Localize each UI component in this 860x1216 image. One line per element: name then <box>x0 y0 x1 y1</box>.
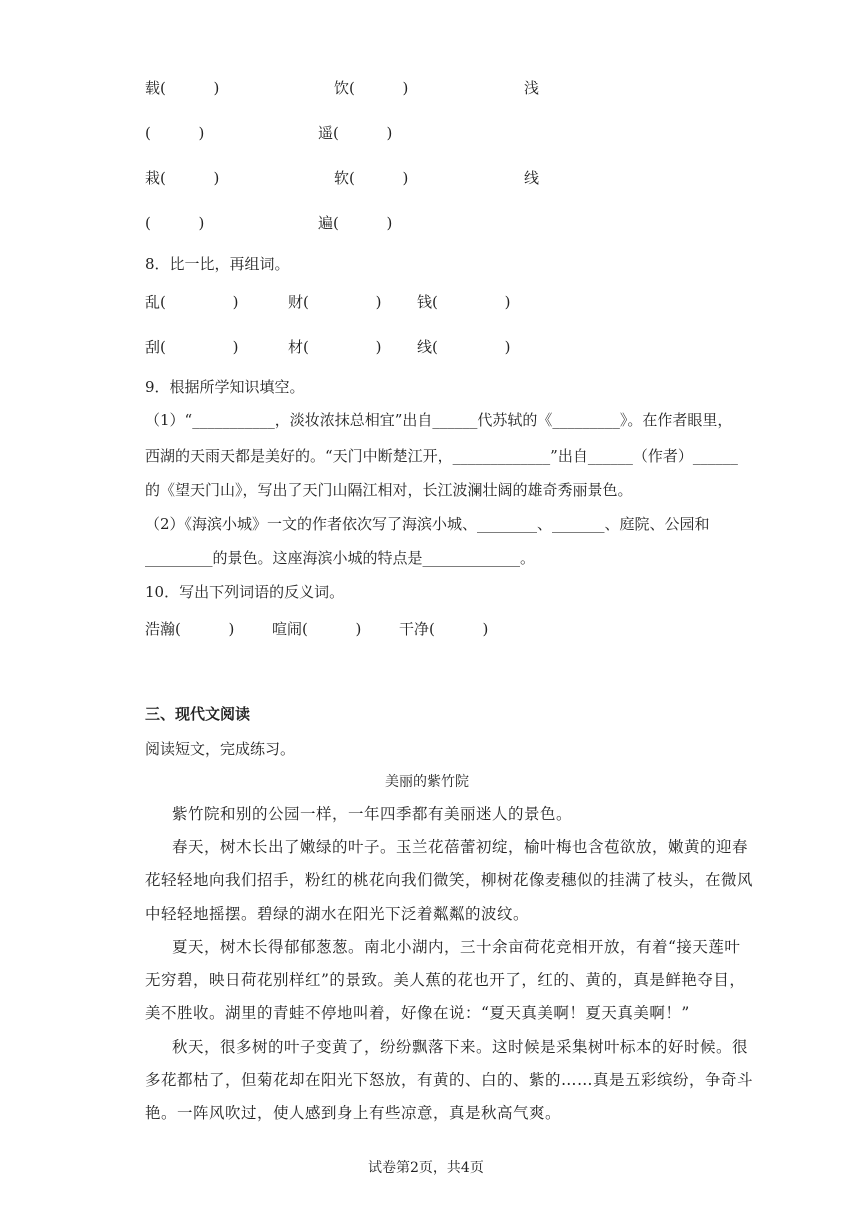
passage-line: 无穷碧，映日荷花别样红”的景致。美人蕉的花也开了，红的、黄的，真是鲜艳夺目， <box>145 971 746 989</box>
q9-p2-line1: （2）《海滨小城》一文的作者依次写了海滨小城、________、_______、庭院、公园和 <box>145 515 710 533</box>
passage-line: 花轻轻地向我们招手，粉红的桃花向我们微笑，柳树花像麦穗似的挂满了枝头，在微风 <box>145 871 754 889</box>
q8-r1-a: 乱( ) <box>145 293 239 311</box>
q8-r1-c: 钱( ) <box>417 293 511 311</box>
passage-line: 紫竹院和别的公园一样，一年四季都有美丽迷人的景色。 <box>172 805 573 823</box>
q8-r1-b: 财( ) <box>288 293 382 311</box>
passage-line: 多花都枯了，但菊花却在阳光下怒放，有黄的、白的、紫的……真是五彩缤纷，争奇斗 <box>145 1071 754 1089</box>
q10-b: 喧闹( ) <box>272 620 362 638</box>
passage-line: 艳。一阵风吹过，使人感到身上有些凉意，真是秋高气爽。 <box>145 1104 562 1122</box>
q7-r4-b: 遍( ) <box>318 214 393 232</box>
q10-a: 浩瀚( ) <box>145 620 235 638</box>
passage-line: 中轻轻地摇摆。碧绿的湖水在阳光下泛着粼粼的波纹。 <box>145 905 530 923</box>
passage-line: 美不胜收。湖里的青蛙不停地叫着，好像在说：“夏天真美啊！夏天真美啊！” <box>145 1004 690 1022</box>
q7-r4-a: ( ) <box>145 214 205 232</box>
page-footer: 试卷第2页，共4页 <box>368 1160 484 1176</box>
q9-p1-line3: 的《望天门山》，写出了天门山隔江相对，长江波澜壮阔的雄奇秀丽景色。 <box>145 481 633 499</box>
q7-r3-a: 栽( ) <box>145 169 220 187</box>
passage-title: 美丽的紫竹院 <box>385 774 469 790</box>
passage-line: 夏天，树木长得郁郁葱葱。南北小湖内，三十余亩荷花竞相开放，有着“接天莲叶 <box>172 938 741 956</box>
passage-line: 秋天，很多树的叶子变黄了，纷纷飘落下来。这时候是采集树叶标本的好时候。很 <box>172 1038 749 1056</box>
q7-r1-b: 饮( ) <box>334 79 409 97</box>
q8-r2-a: 刮( ) <box>145 338 239 356</box>
q9-p1-line1: （1）“___________，淡妆浓抹总相宜”出自______代苏轼的《_________》。在作者眼里， <box>145 411 733 429</box>
q9-p1-line2: 西湖的天雨天都是美好的。“天门中断楚江开，_____________”出自______（作者）______ <box>145 447 738 465</box>
q10-c: 干净( ) <box>399 620 489 638</box>
q8-r2-c: 线( ) <box>417 338 511 356</box>
q7-r2-a: ( ) <box>145 124 205 142</box>
q7-r3-b: 软( ) <box>334 169 409 187</box>
q7-r1-a: 载( ) <box>145 79 220 97</box>
q9-p2-line2: _________的景色。这座海滨小城的特点是_____________。 <box>145 549 536 567</box>
passage-line: 春天，树木长出了嫩绿的叶子。玉兰花蓓蕾初绽，榆叶梅也含苞欲放，嫩黄的迎春 <box>172 838 749 856</box>
q7-r2-b: 遥( ) <box>318 124 393 142</box>
q8-r2-b: 材( ) <box>288 338 382 356</box>
q7-r1-c: 浅 <box>524 79 540 97</box>
q10-title: 10．写出下列词语的反义词。 <box>145 583 345 601</box>
section3-instruction: 阅读短文，完成练习。 <box>145 740 296 758</box>
section3-heading: 三、现代文阅读 <box>145 705 251 723</box>
q9-title: 9．根据所学知识填空。 <box>145 378 305 396</box>
q8-title: 8．比一比，再组词。 <box>145 255 290 273</box>
q7-r3-c: 线 <box>524 169 540 187</box>
